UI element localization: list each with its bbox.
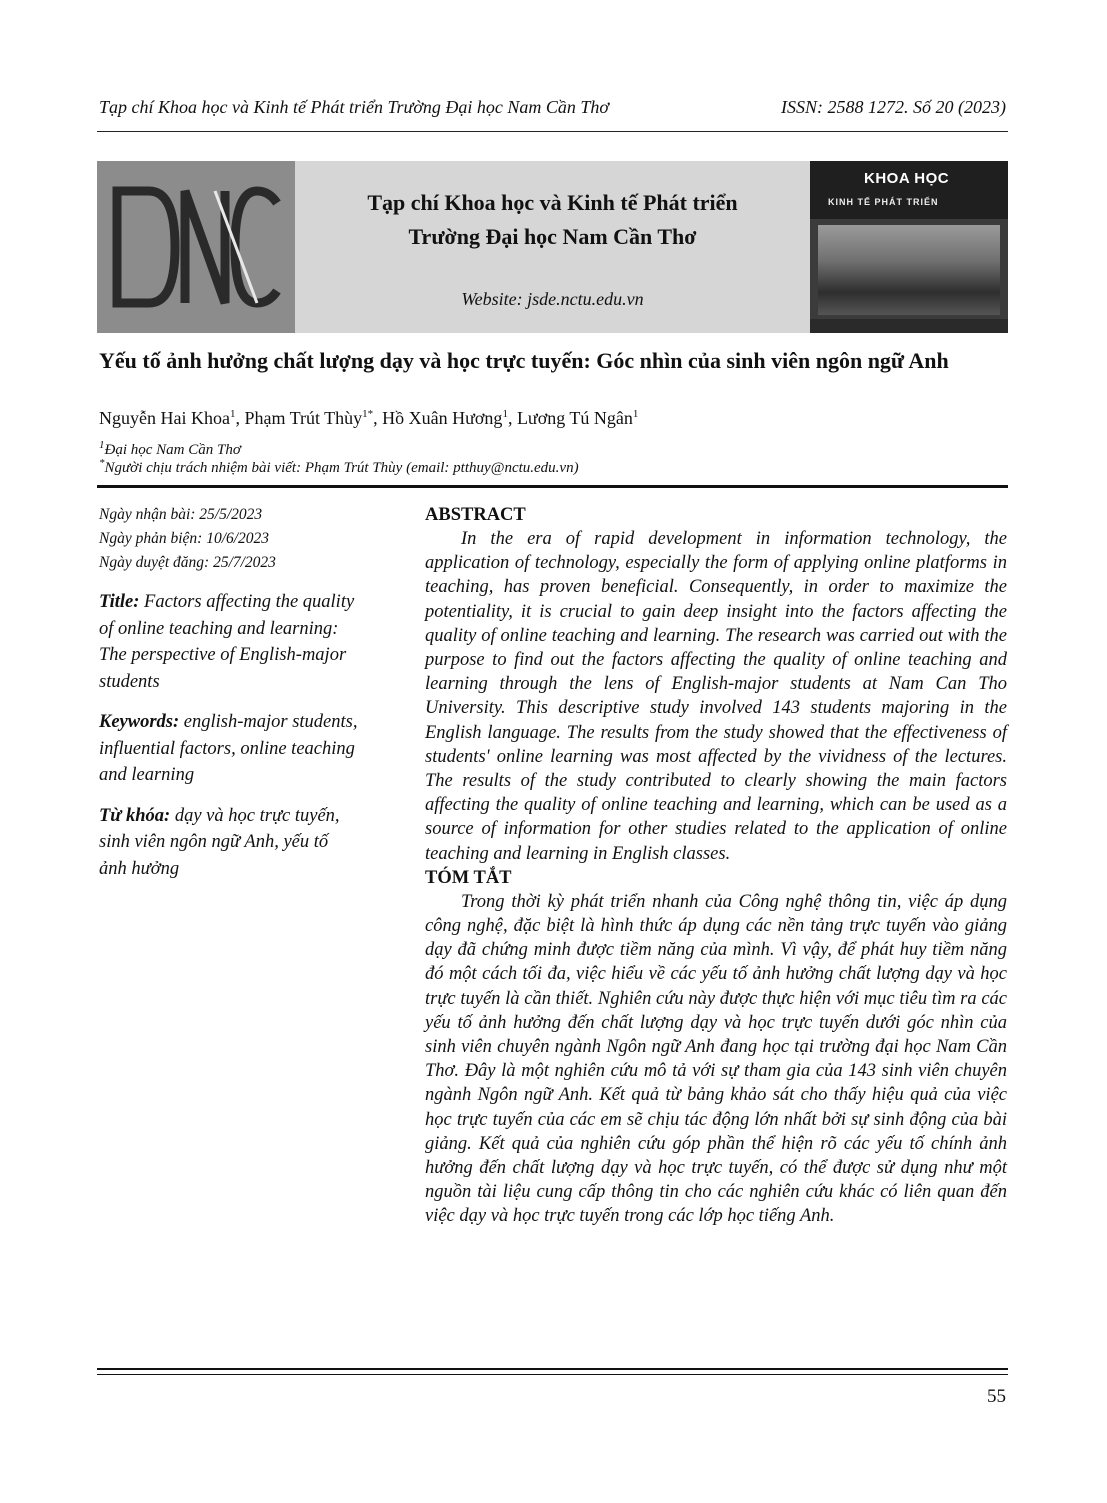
article-title: Yếu tố ảnh hưởng chất lượng dạy và học trực tuyến: Góc nhìn của sinh viên ngôn ngữ Anh [99,348,949,373]
corresponding-author: *Người chịu trách nhiệm bài viết: Phạm Trút Thùy (email: ptthuy@nctu.edu.vn) [99,457,579,476]
keywords-block: Keywords: english-major students, influential factors, online teaching and learning [99,712,358,785]
affiliation: $^1$Đại học Nam Cần Thơ [99,439,241,458]
abstract-heading: ABSTRACT [425,505,526,525]
date-received: Ngày nhận bài: 25/5/2023 [99,506,263,523]
author-list: Nguyễn Hai Khoa$^1$, Phạm Trút Thùy$^{1*}$, Hồ Xuân Hương$^1$, Lương Tú Ngân$^1$ [99,408,639,428]
banner-title-line2: Trường Đại học Nam Cần Thơ [408,224,697,249]
tukhoa-block: Từ khóa: dạy và học trực tuyến, sinh viên ngôn ngữ Anh, yếu tố ảnh hưởng [99,805,340,879]
footer-divider [97,1368,1008,1370]
cover-photo [818,225,1000,315]
journal-logo [97,161,295,333]
abstract-text: In the era of rapid development in information technology, the application of technology, especially the form of applying online platforms in teaching, has proven beneficial. Consequently, in order to maximize the potentiality, it is crucial to gain deep insight into the factors affecting the quality of online teaching and learning. The research was carried out with the purpose to find out the factors affecting the quality of online teaching and learning through the lens of English-major students at Nam Can Tho University. This descriptive study involved 143 students majoring in the English language. The results from the study showed that the effectiveness of students' online learning was most affected by the vividness of the lectures. The results of the study contributed to clearly showing the main factors affecting the quality of online teaching and learning, which can be used as a source of information for other studies related to the application of online teaching and learning in English classes. [425,529,1007,864]
author-name: Hồ Xuân Hương [382,408,503,428]
journal-cover-image [810,161,1008,333]
cover-title: KHOA HỌC [864,170,950,187]
header-divider [97,131,1008,132]
banner-title-line1: Tạp chí Khoa học và Kinh tế Phát triển [367,190,738,215]
running-header-issn: ISSN: 2588 1272. Số 20 (2023) [781,97,1006,117]
author-name: Lương Tú Ngân [516,408,633,428]
footer-divider-thin [97,1374,1008,1375]
author-name: Phạm Trút Thùy [244,408,363,428]
page-number: 55 [987,1386,1006,1407]
tomtat-text: Trong thời kỳ phát triển nhanh của Công nghệ thông tin, việc áp dụng công nghệ, đặc biệt là hình thức áp dụng các nền tảng trực tuyến vào giảng dạy đã chứng minh được tiềm năng của mình. Vì vậy, để phát huy tiềm năng đó một cách tối đa, việc hiểu về các yếu tố ảnh hưởng chất lượng dạy và học trực tuyến là cần thiết. Nghiên cứu này được thực hiện với mục tiêu tìm ra các yếu tố ảnh hưởng đến chất lượng dạy và học trực tuyến dưới góc nhìn của sinh viên chuyên ngành Ngôn ngữ Anh đang học tại trường đại học Nam Cần Thơ. Đây là một nghiên cứu mô tả với sự tham gia của 143 sinh viên chuyên ngành Ngôn ngữ Anh. Kết quả từ bảng khảo sát cho thấy hiệu quả của việc học trực tuyến của các em sẽ chịu tác động lớn nhất bởi sự sinh động của bài giảng. Kết quả của nghiên cứu góp phần thể hiện rõ các yếu tố chính ảnh hưởng đến chất lượng dạy và học trực tuyến, có thể được sử dụng như một nguồn tài liệu cung cấp thông tin cho các nghiên cứu khác có liên quan đến việc dạy và học trực tuyến trong các lớp học tiếng Anh. [425,891,1007,1227]
date-reviewed: Ngày phản biện: 10/6/2023 [99,530,270,547]
dnc-logo-icon [97,161,295,333]
tomtat-heading: TÓM TẮT [425,867,512,888]
cover-subtitle: KINH TẾ PHÁT TRIỂN [828,197,939,207]
english-title-block: Title: Factors affecting the quality of online teaching and learning: The perspective of English-major students [99,592,355,692]
running-header-journal: Tạp chí Khoa học và Kinh tế Phát triển Trường Đại học Nam Cần Thơ [99,97,610,117]
article-sidebar [99,503,359,882]
section-divider [97,485,1008,488]
date-accepted: Ngày duyệt đăng: 25/7/2023 [99,554,276,571]
banner-website[interactable]: Website: jsde.nctu.edu.vn [461,289,644,309]
article-dates [99,503,359,575]
banner-title [295,186,810,254]
abstract-column [425,503,1007,1229]
author-name: Nguyễn Hai Khoa [99,408,230,428]
